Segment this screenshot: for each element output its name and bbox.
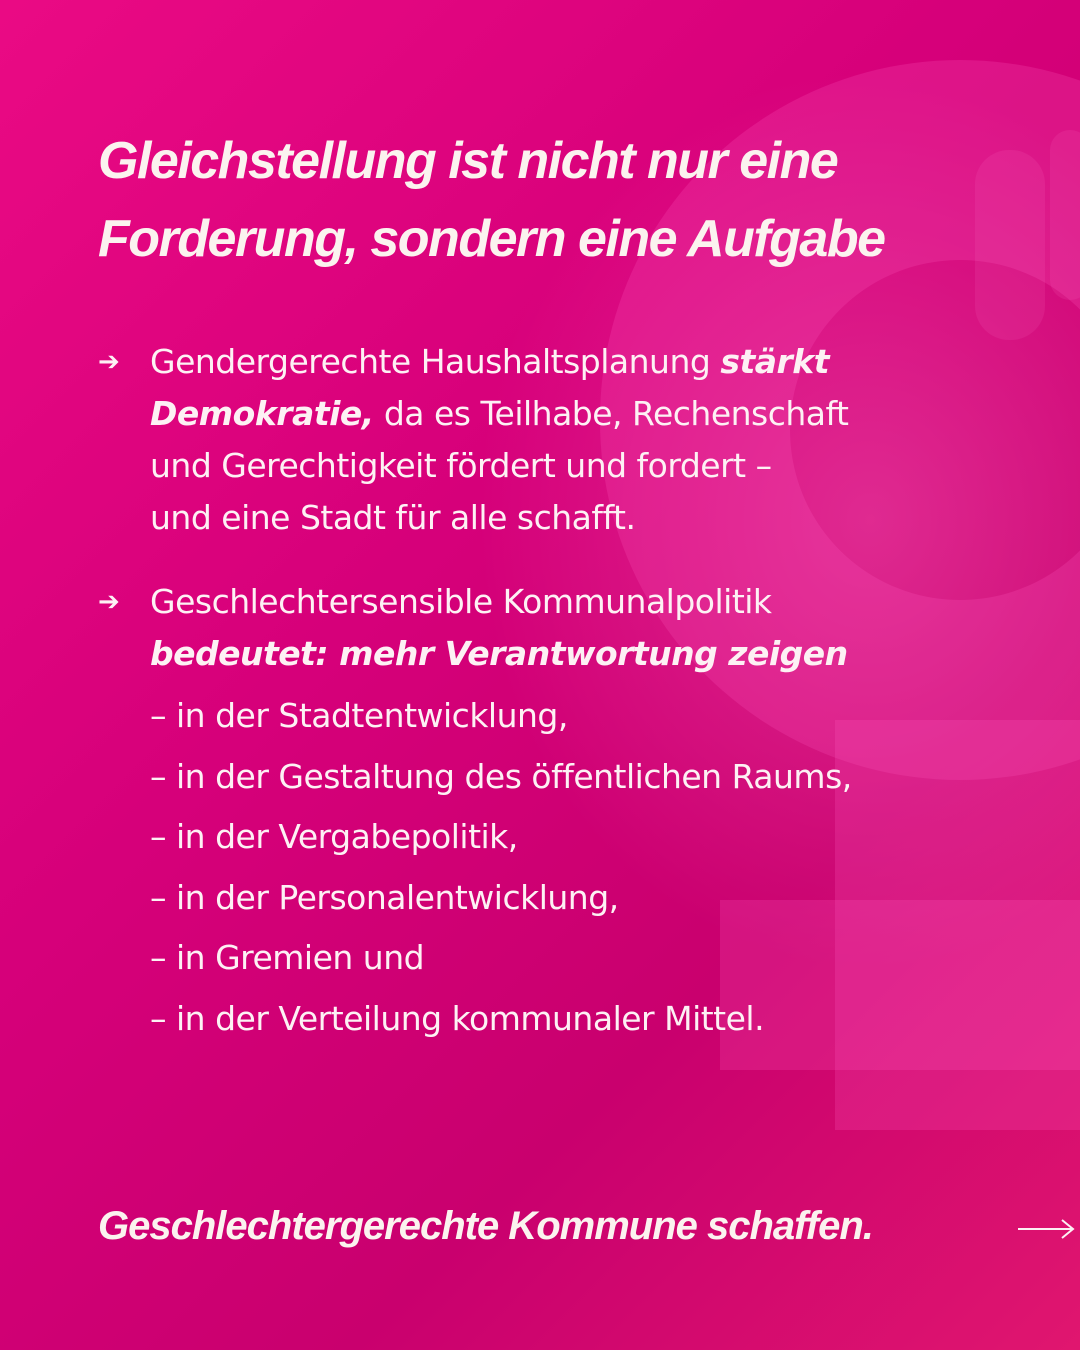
list-item: – in der Vergabepolitik, (150, 817, 518, 856)
point-2-line-1: Geschlechtersensible Kommunalpolitik (150, 582, 772, 621)
point-2-line-2: bedeutet: mehr Verantwortung zeigen (150, 634, 848, 673)
point-1-text (150, 336, 998, 544)
list-item: – in der Gestaltung des öffentlichen Raums, (150, 756, 852, 796)
arrow-right-icon: ➔ (98, 587, 120, 617)
list-item: – in Gremien und (150, 938, 425, 977)
headline (98, 122, 998, 278)
footer-claim: Geschlechtergerechte Kommune schaffen. (98, 1204, 873, 1248)
point-2-text (150, 576, 998, 680)
responsibility-list (150, 686, 998, 1049)
point-1-line-4: und eine Stadt für alle schafft. (150, 498, 636, 537)
arrow-right-icon: ➔ (98, 347, 120, 377)
list-item: – in der Verteilung kommunaler Mittel. (150, 998, 765, 1038)
headline-line-2: Forderung, sondern eine Aufgabe (98, 210, 885, 268)
headline-line-1: Gleichstellung ist nicht nur eine (98, 132, 838, 190)
point-2 (98, 576, 998, 1049)
list-item: – in der Stadtentwicklung, (150, 696, 568, 735)
list-item: – in der Personalentwicklung, (150, 877, 619, 917)
point-1 (98, 336, 998, 544)
point-1-line-1: Gendergerechte Haushaltsplanung stärkt (150, 342, 830, 381)
point-1-line-3: und Gerechtigkeit fördert und fordert – (150, 446, 772, 485)
point-1-line-2: Demokratie, da es Teilhabe, Rechenschaft (150, 394, 849, 433)
arrow-right-icon[interactable] (1016, 1217, 1076, 1241)
